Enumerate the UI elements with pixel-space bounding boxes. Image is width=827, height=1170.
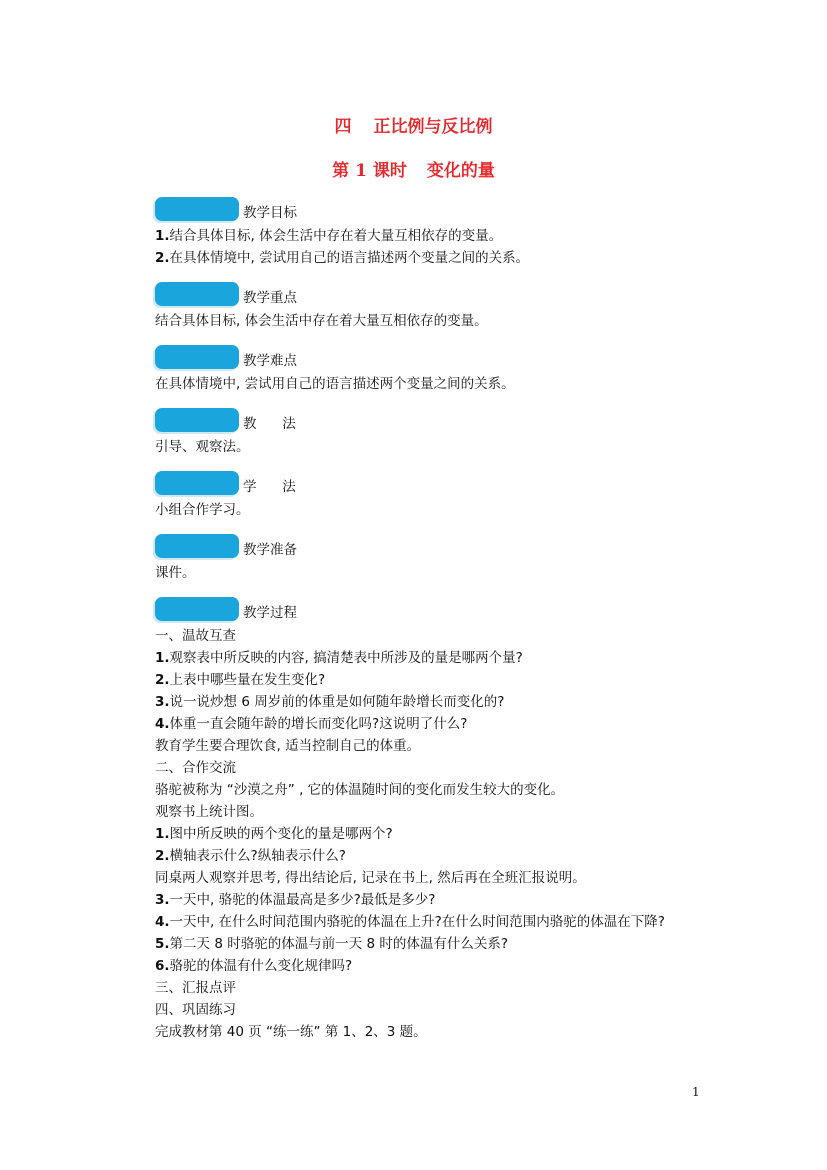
line-text: 体重一直会随年龄的增长而变化吗?这说明了什么? xyxy=(169,716,468,732)
page-number: 1 xyxy=(692,1085,700,1099)
section-badge xyxy=(155,597,239,621)
item-number: 4. xyxy=(155,914,170,930)
item-number: 1. xyxy=(155,826,170,842)
text-line xyxy=(155,977,715,999)
lesson-number: 第 1 课时 xyxy=(332,161,407,181)
text-line xyxy=(155,889,715,911)
text-line xyxy=(155,757,715,779)
item-number: 1. xyxy=(155,650,170,666)
line-text: 三、汇报点评 xyxy=(155,980,236,996)
line-text: 骆驼的体温有什么变化规律吗? xyxy=(169,958,353,974)
section-heading-label: 教学目标 xyxy=(243,205,297,221)
section-heading-label: 教 法 xyxy=(243,416,296,432)
text-line xyxy=(155,499,715,521)
item-number: 2. xyxy=(155,672,170,688)
section-heading-label: 教学过程 xyxy=(243,605,297,621)
unit-number: 四 xyxy=(334,117,352,137)
text-line xyxy=(155,845,715,867)
item-number: 2. xyxy=(155,250,170,266)
section xyxy=(155,277,715,332)
text-line xyxy=(155,911,715,933)
section xyxy=(155,340,715,395)
item-number: 5. xyxy=(155,936,170,952)
item-number: 4. xyxy=(155,716,170,732)
text-line xyxy=(155,691,715,713)
section xyxy=(155,403,715,458)
text-line xyxy=(155,779,715,801)
section-badge xyxy=(155,471,239,495)
line-text: 结合具体目标, 体会生活中存在着大量互相依存的变量。 xyxy=(155,313,488,329)
line-text: 观察表中所反映的内容, 搞清楚表中所涉及的量是哪两个量? xyxy=(169,650,523,666)
line-text: 上表中哪些量在发生变化? xyxy=(169,672,326,688)
section-heading-label: 教学重点 xyxy=(243,290,297,306)
section-badge xyxy=(155,534,239,558)
text-line xyxy=(155,713,715,735)
section-heading xyxy=(155,466,715,495)
line-text: 图中所反映的两个变化的量是哪两个? xyxy=(169,826,393,842)
line-text: 二、合作交流 xyxy=(155,760,236,776)
line-text: 完成教材第 40 页 “练一练” 第 1、2、3 题。 xyxy=(155,1024,427,1040)
text-line xyxy=(155,625,715,647)
line-text: 结合具体目标, 体会生活中存在着大量互相依存的变量。 xyxy=(169,228,503,244)
item-number: 6. xyxy=(155,958,170,974)
line-text: 横轴表示什么?纵轴表示什么? xyxy=(169,848,346,864)
section-body xyxy=(155,562,715,584)
section-badge xyxy=(155,197,239,221)
section-badge xyxy=(155,282,239,306)
line-text: 四、巩固练习 xyxy=(155,1002,236,1018)
section-heading xyxy=(155,529,715,558)
section xyxy=(155,529,715,584)
line-text: 一、温故互查 xyxy=(155,628,236,644)
line-text: 观察书上统计图。 xyxy=(155,804,263,820)
text-line xyxy=(155,955,715,977)
section-body xyxy=(155,625,715,1043)
text-line xyxy=(155,867,715,889)
item-number: 3. xyxy=(155,694,170,710)
line-text: 在具体情境中, 尝试用自己的语言描述两个变量之间的关系。 xyxy=(155,376,515,392)
section-heading xyxy=(155,192,715,221)
line-text: 同桌两人观察并思考, 得出结论后, 记录在书上, 然后再在全班汇报说明。 xyxy=(155,870,586,886)
text-line xyxy=(155,933,715,955)
section-heading xyxy=(155,340,715,369)
text-line xyxy=(155,373,715,395)
line-text: 第二天 8 时骆驼的体温与前一天 8 时的体温有什么关系? xyxy=(169,936,509,952)
line-text: 骆驼被称为 “沙漠之舟” , 它的体温随时间的变化而发生较大的变化。 xyxy=(155,782,565,798)
item-number: 1. xyxy=(155,228,170,244)
section-body xyxy=(155,310,715,332)
text-line xyxy=(155,562,715,584)
item-number: 3. xyxy=(155,892,170,908)
section-heading xyxy=(155,403,715,432)
text-line xyxy=(155,647,715,669)
text-line xyxy=(155,436,715,458)
lesson-title xyxy=(0,156,827,181)
text-line xyxy=(155,735,715,757)
section-body xyxy=(155,436,715,458)
item-number: 2. xyxy=(155,848,170,864)
lesson-name: 变化的量 xyxy=(426,161,495,181)
line-text: 一天中, 在什么时间范围内骆驼的体温在上升?在什么时间范围内骆驼的体温在下降? xyxy=(169,914,665,930)
text-line xyxy=(155,999,715,1021)
section-heading-label: 学 法 xyxy=(243,479,296,495)
line-text: 引导、观察法。 xyxy=(155,439,250,455)
text-line xyxy=(155,310,715,332)
unit-name: 正比例与反比例 xyxy=(373,117,493,137)
section-heading xyxy=(155,277,715,306)
section xyxy=(155,592,715,1043)
line-text: 教育学生要合理饮食, 适当控制自己的体重。 xyxy=(155,738,421,754)
section xyxy=(155,466,715,521)
section-body xyxy=(155,499,715,521)
section-body xyxy=(155,225,715,269)
text-line xyxy=(155,669,715,691)
section-body xyxy=(155,373,715,395)
line-text: 说一说炒想 6 周岁前的体重是如何随年龄增长而变化的? xyxy=(169,694,505,710)
text-line xyxy=(155,823,715,845)
text-line xyxy=(155,1021,715,1043)
unit-title xyxy=(0,112,827,137)
line-text: 小组合作学习。 xyxy=(155,502,250,518)
lesson-content xyxy=(155,192,715,1043)
line-text: 课件。 xyxy=(155,565,196,581)
section-badge xyxy=(155,345,239,369)
section-heading-label: 教学难点 xyxy=(243,353,297,369)
line-text: 在具体情境中, 尝试用自己的语言描述两个变量之间的关系。 xyxy=(169,250,530,266)
section-heading-label: 教学准备 xyxy=(243,542,297,558)
section-badge xyxy=(155,408,239,432)
section-heading xyxy=(155,592,715,621)
section xyxy=(155,192,715,269)
line-text: 一天中, 骆驼的体温最高是多少?最低是多少? xyxy=(169,892,436,908)
text-line xyxy=(155,225,715,247)
text-line xyxy=(155,801,715,823)
text-line xyxy=(155,247,715,269)
